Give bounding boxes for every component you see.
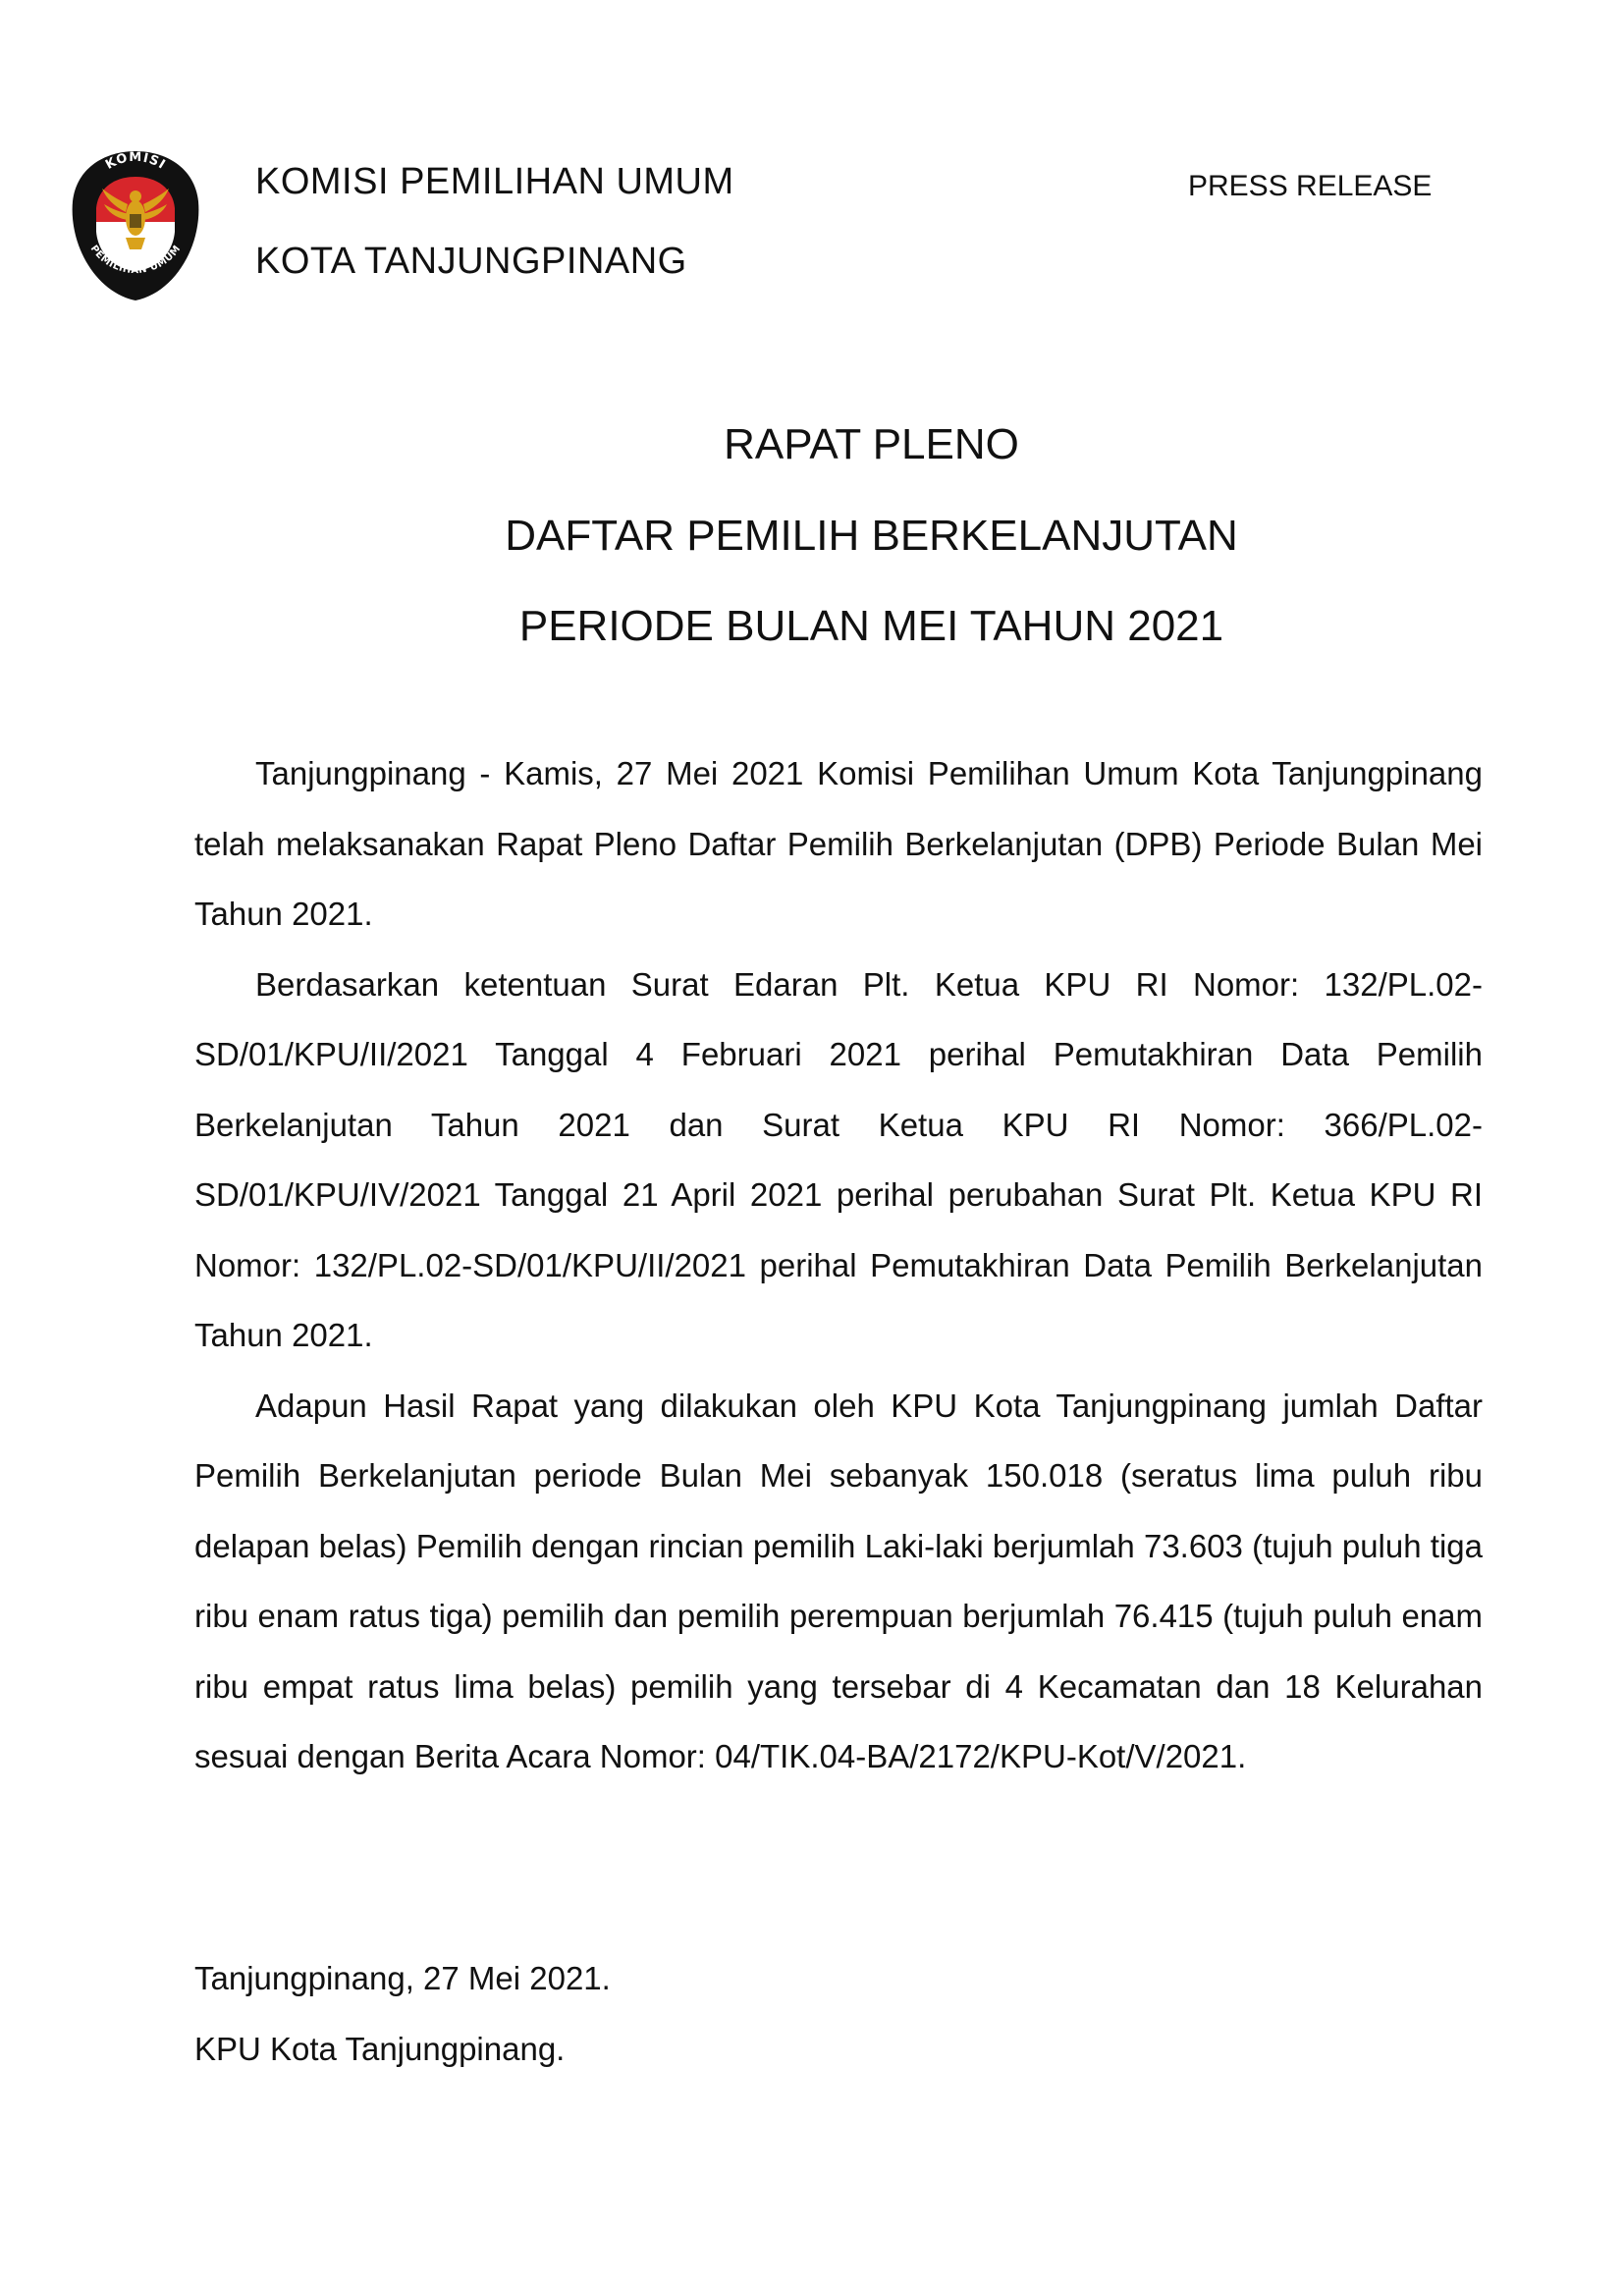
body-paragraph: Tanjungpinang - Kamis, 27 Mei 2021 Komisi Pemilihan Umum Kota Tanjungpinang telah melaksanakan Rapat Pleno Daftar Pemilih Berkelanjutan (DPB) Periode Bulan Mei Tahun 2021. bbox=[194, 755, 1483, 932]
title-line-2: DAFTAR PEMILIH BERKELANJUTAN bbox=[505, 512, 1238, 560]
title-line-1: RAPAT PLENO bbox=[724, 420, 1019, 468]
signatory: KPU Kota Tanjungpinang. bbox=[194, 2031, 566, 2067]
press-release-body bbox=[194, 738, 1483, 1792]
svg-text:PEMILIHAN UMUM: PEMILIHAN UMUM bbox=[87, 243, 184, 277]
svg-text:KOMISI: KOMISI bbox=[103, 149, 169, 174]
organization-name: KOMISI PEMILIHAN UMUM bbox=[255, 161, 734, 202]
document-type-label: PRESS RELEASE bbox=[1188, 170, 1433, 202]
place-and-date: Tanjungpinang, 27 Mei 2021. bbox=[194, 1960, 611, 1996]
kpu-logo-icon bbox=[67, 147, 204, 304]
body-paragraph: Berdasarkan ketentuan Surat Edaran Plt. Ketua KPU RI Nomor: 132/PL.02-SD/01/KPU/II/2021 Tanggal 4 Februari 2021 perihal Pemutakhiran Data Pemilih Berkelanjutan Tahun 2021 dan Surat Ketua KPU RI Nomor: 366/PL.02-SD/01/KPU/IV/2021 Tanggal 21 April 2021 perihal perubahan Surat Plt. Ketua KPU RI Nomor: 132/PL.02-SD/01/KPU/II/2021 perihal Pemutakhiran Data Pemilih Berkelanjutan Tahun 2021. bbox=[194, 965, 1483, 1353]
title-line-3: PERIODE BULAN MEI TAHUN 2021 bbox=[518, 602, 1224, 650]
closing-block bbox=[194, 1943, 611, 2085]
organization-city: KOTA TANJUNGPINANG bbox=[255, 241, 687, 282]
body-paragraph: Adapun Hasil Rapat yang dilakukan oleh KPU Kota Tanjungpinang jumlah Daftar Pemilih Berkelanjutan periode Bulan Mei sebanyak 150.018 (seratus lima puluh ribu delapan belas) Pemilih dengan rincian pemilih Laki-laki berjumlah 73.603 (tujuh puluh tiga ribu enam ratus tiga) pemilih dan pemilih perempuan berjumlah 76.415 (tujuh puluh enam ribu empat ratus lima belas) pemilih yang tersebar di 4 Kecamatan dan 18 Kelurahan sesuai dengan Berita Acara Nomor: 04/TIK.04-BA/2172/KPU-Kot/V/2021. bbox=[194, 1387, 1483, 1774]
